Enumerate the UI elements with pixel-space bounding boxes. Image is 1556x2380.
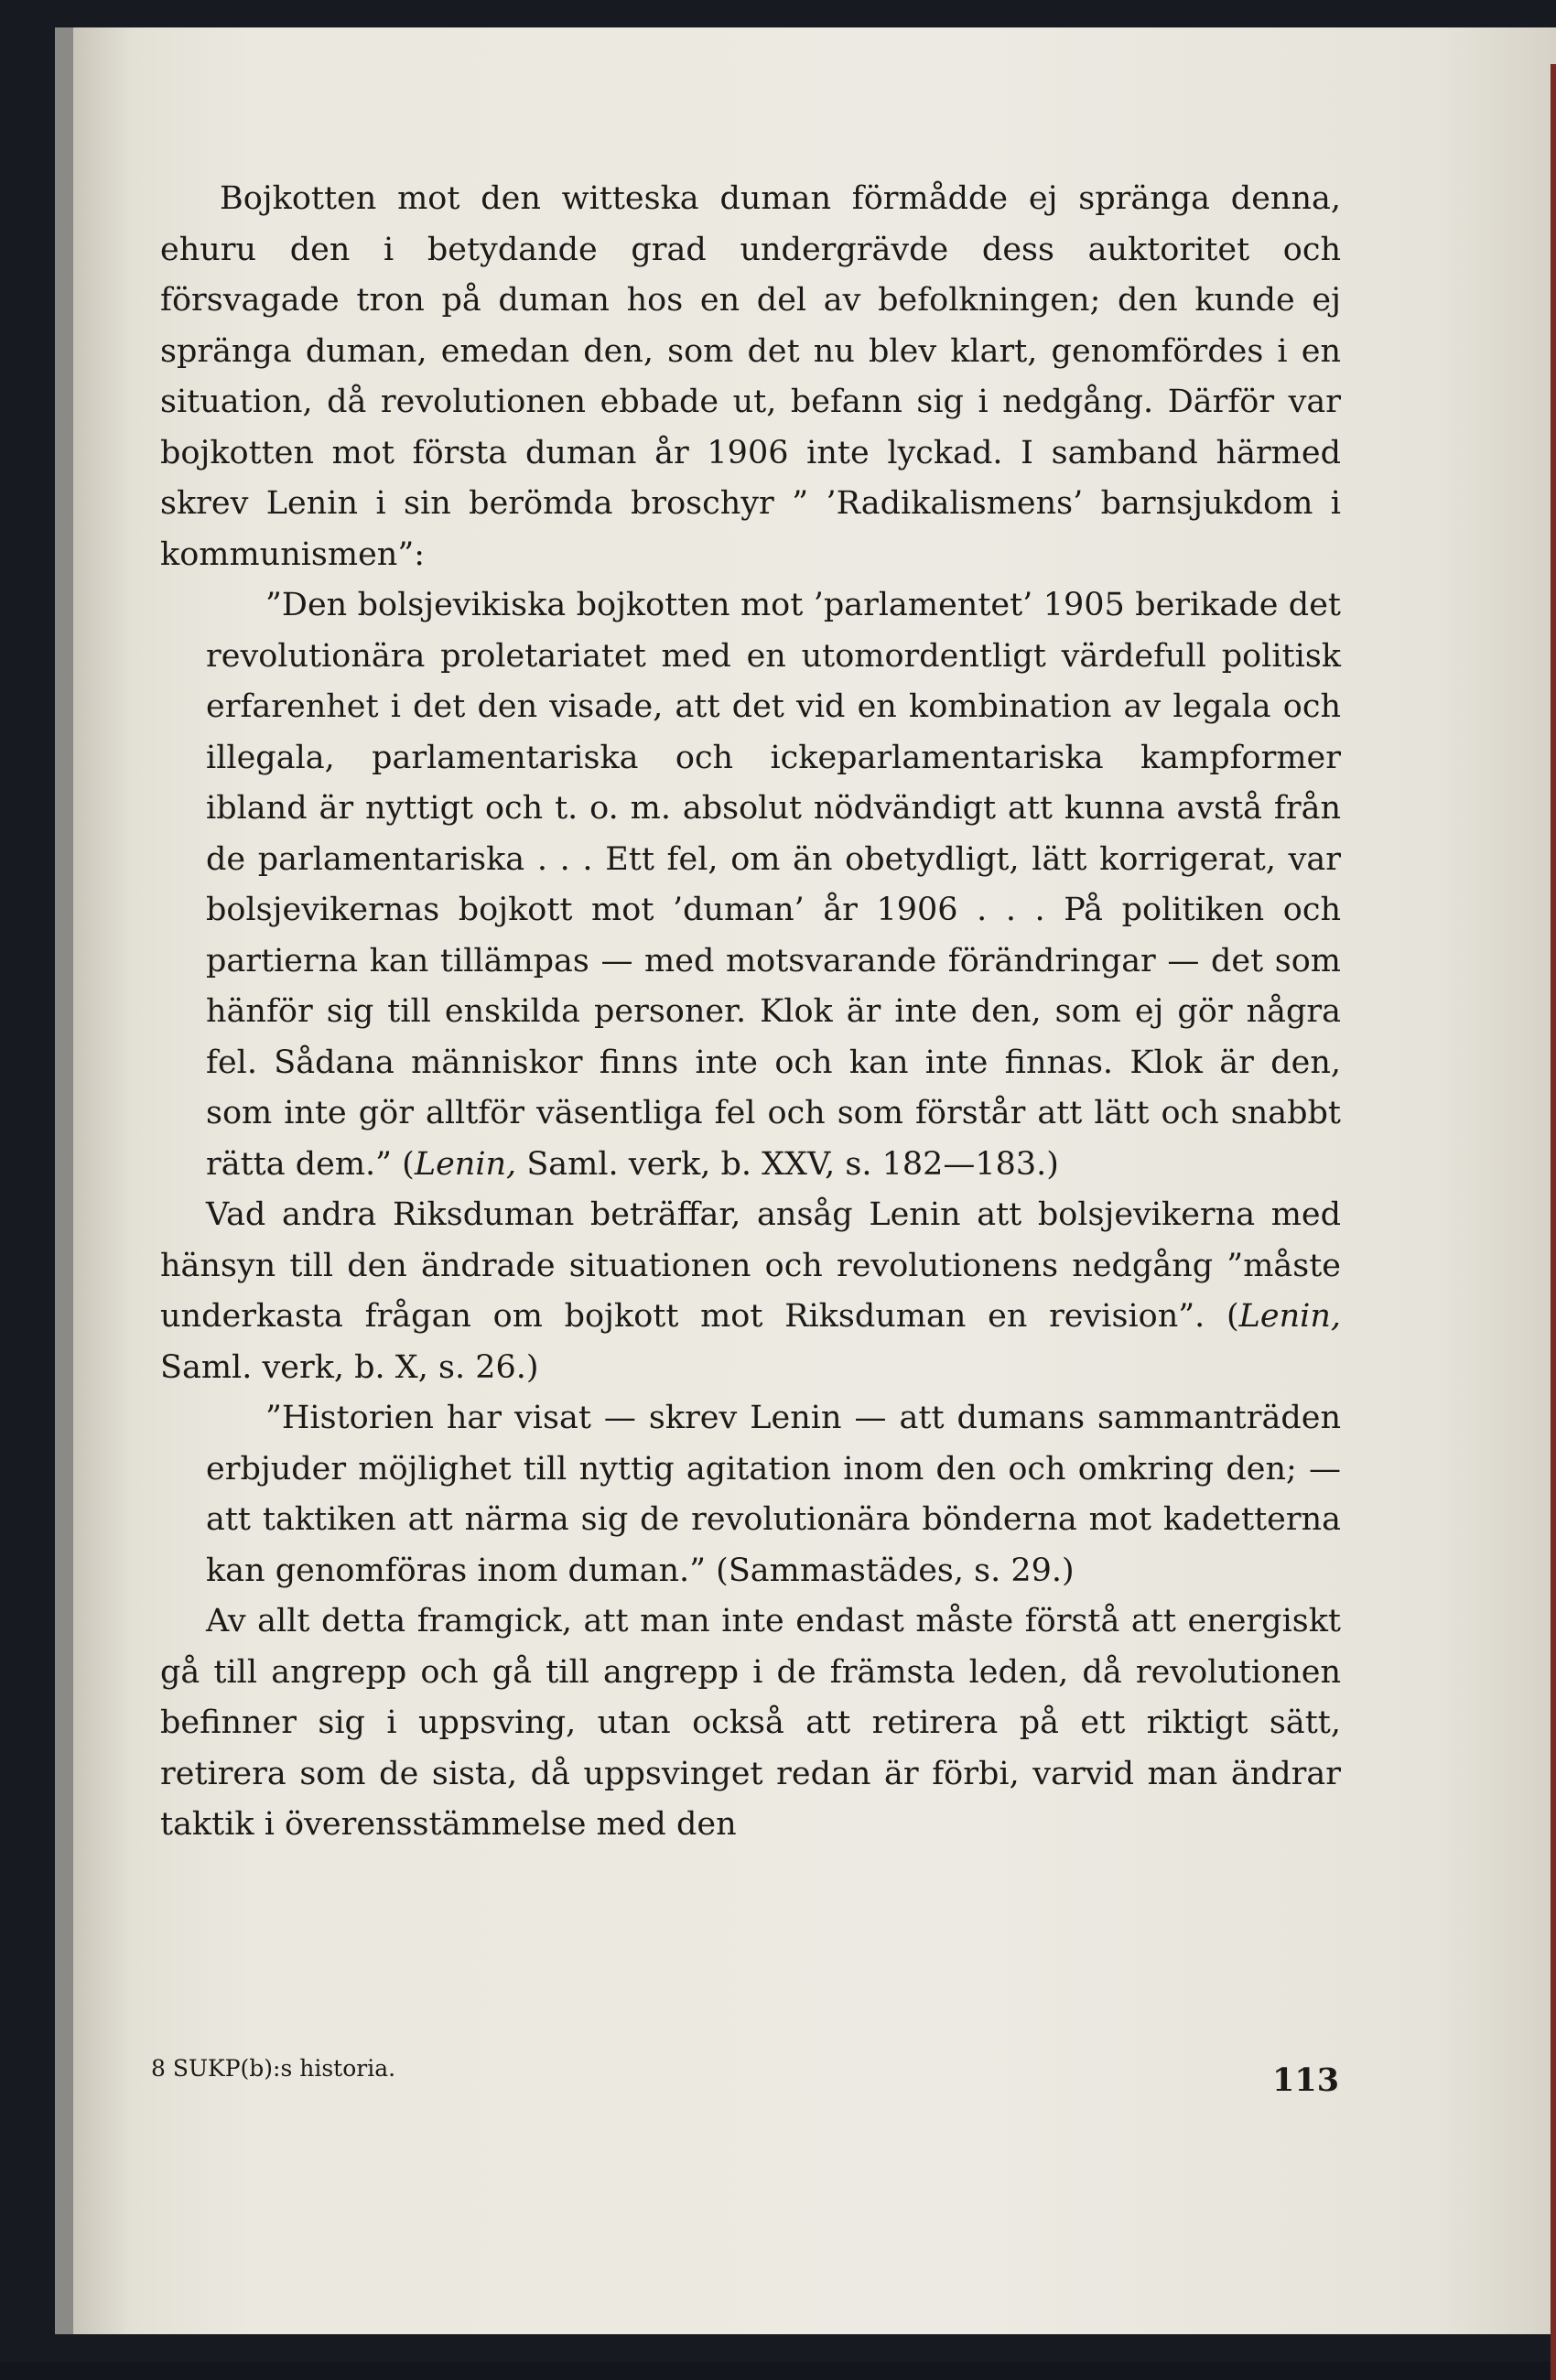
quote-2-text: ”Historien har visat — skrev Lenin — att dumans sammanträden erbjuder möjlighet till nyttig agitation inom den och omkring den; — att taktiken att närma sig de revolutionära bönderna mot kadetterna kan genomföras inom duman.” (Sammastädes, s. 29.)	[206, 1400, 1341, 1589]
paragraph-2	[160, 1190, 1341, 1393]
paragraph-1	[160, 174, 1341, 580]
paragraph-2-text: Vad andra Riksduman beträffar, ansåg Lenin att bolsjevikerna med hänsyn till den ändrade situationen och revolutionens nedgång ”måste underkasta frågan om bojkott mot Riksduman en revision”.	[160, 1196, 1341, 1335]
paragraph-1-text: Bojkotten mot den witteska duman förmådde ej spränga denna, ehuru den i betydande grad undergrävde dess auktoritet och försvagade tron på duman hos en del av befolkningen; den kunde ej spränga duman, emedan den, som det nu blev klart, genomfördes i en situation, då revolutionen ebbade ut, befann sig i nedgång. Därför var bojkotten mot första duman år 1906 inte lyckad. I samband härmed skrev Lenin i sin berömda broschyr ” ’Radikalismens’ barnsjukdom i kommunismen”:	[160, 180, 1341, 573]
page-number: 113	[1272, 2061, 1340, 2099]
page-edge	[1551, 64, 1556, 2380]
quote-1	[206, 580, 1341, 1190]
quote-1-cite-post: Saml. verk, b. XXV, s. 182—183.)	[516, 1145, 1059, 1183]
quote-1-cite-pre: (	[392, 1145, 415, 1183]
page-text	[160, 174, 1341, 1851]
paragraph-3	[160, 1596, 1341, 1851]
quote-2	[206, 1393, 1341, 1596]
paragraph-3-text: Av allt detta framgick, att man inte endast måste förstå att energiskt gå till angrepp och gå till angrepp i de främsta leden, då revolutionen befinner sig i uppsving, utan också att retirera på ett riktigt sätt, retirera som de sista, då uppsvinget redan är förbi, varvid man ändrar taktik i överensstämmelse med den	[160, 1603, 1341, 1843]
quote-1-cite-author: Lenin,	[414, 1145, 517, 1183]
paragraph-2-cite-post: Saml. verk, b. X, s. 26.)	[160, 1348, 539, 1386]
signature-note: 8 SUKP(b):s historia.	[151, 2055, 396, 2082]
quote-1-text: ”Den bolsjevikiska bojkotten mot ’parlamentet’ 1905 berikade det revolutionära proletariatet med en utomordentligt värdefull politisk erfarenhet i det den visade, att det vid en kombination av legala och illegala, parlamentariska och ickeparlamentariska kampformer ibland är nyttigt och t. o. m. absolut nödvändigt att kunna avstå från de parlamentariska . . . Ett fel, om än obetydligt, lätt korrigerat, var bolsjevikernas bojkott mot ’duman’ år 1906 . . . På politiken och partierna kan tillämpas — med motsvarande förändringar — det som hänför sig till enskilda personer. Klok är inte den, som ej gör några fel. Sådana människor finns inte och kan inte finnas. Klok är den, som inte gör alltför väsentliga fel och som förstår att lätt och snabbt rätta dem.”	[206, 587, 1341, 1183]
paragraph-2-cite-author: Lenin,	[1238, 1298, 1342, 1335]
paragraph-2-cite-pre: (	[1205, 1298, 1239, 1335]
